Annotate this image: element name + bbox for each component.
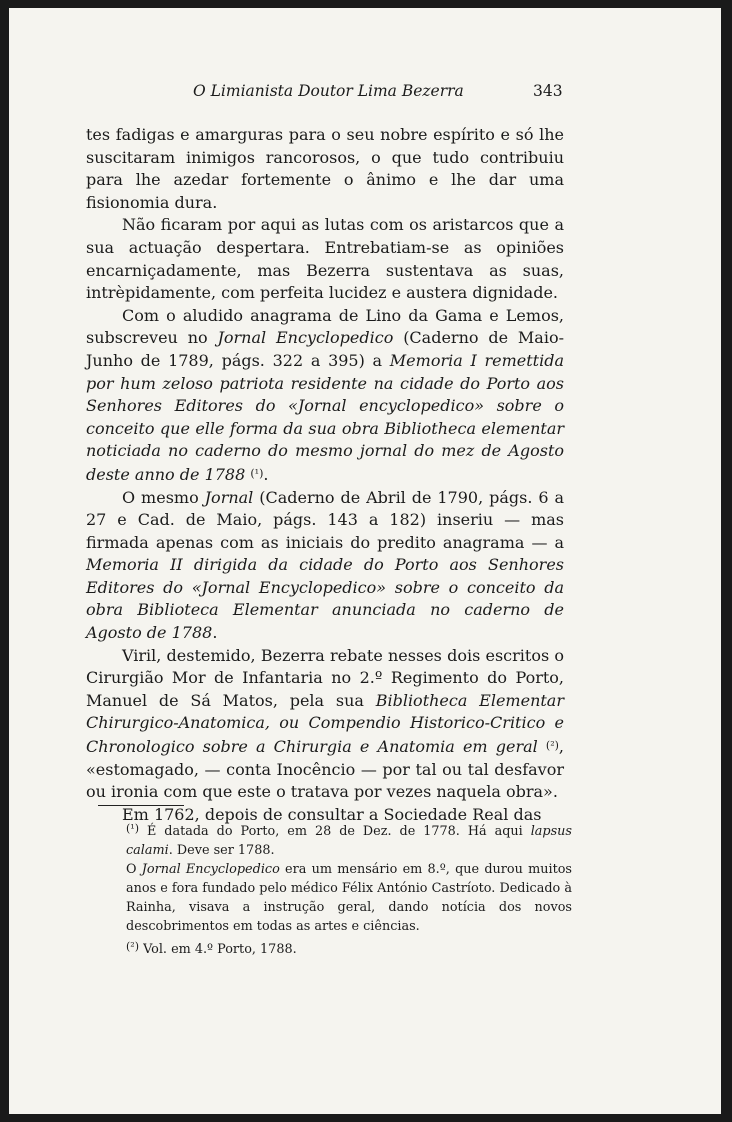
paragraph-5 [86,645,564,804]
running-title: O Limianista Doutor Lima Bezerra [193,82,464,100]
paragraph-6: Em 1762, depois de consultar a Sociedade Real das [122,804,542,824]
paragraph-3-text-1: Com o aludido anagrama de Lino da Gama e Lemos, subscreveu no [86,305,564,348]
memoria-i-title: Memoria I remettida por hum zeloso patriota residente na cidade do Porto aos Senhores Editores do «Jornal encyclopedico» sobre o conceito que elle forma da sua obra Bibliotheca elementar noticiada no caderno do mesmo jornal do mez de Agosto deste anno de 1788 [86,350,564,484]
page-header [9,78,721,104]
paragraph-4-text-2: (Caderno de Abril de 1790, págs. 6 a 27 e Cad. de Maio, págs. 143 a 182) inseriu — mas firmada apenas com as iniciais do predito anagrama — a [86,487,564,552]
footnote-1-mark: (¹) [126,822,139,835]
paragraph-5-text-1: Viril, destemido, Bezerra rebate nesses dois escritos o Cirurgião Mor de Infantaria no 2.º Regimento do Porto, Manuel de Sá Matos, pela sua [86,645,564,710]
footnote-2-text: Vol. em 4.º Porto, 1788. [139,941,297,957]
paragraph-3-text-3: . [263,464,269,484]
footnote-1-continued [126,860,572,936]
footnote-1-text-2: . Deve ser 1788. [168,843,275,859]
paragraph-1: tes fadigas e amarguras para o seu nobre espírito e só lhe suscitaram inimigos rancorosos, o que tudo contribuiu para lhe azedar fortemente o ânimo e lhe dar uma fisionomia dura. [86,125,564,212]
footnote-2 [126,937,572,959]
paragraph-2: Não ficaram por aqui as lutas com os aristarcos que a sua actuação despertara. Entrebatiam-se as opiniões encarniçadamente, mas Bezerra sustentava as suas, intrèpidamente, com perfeita lucidez e austera dignidade. [86,215,564,303]
journal-title-short: Jornal [204,487,254,507]
footnote-1b-text-2: era um mensário em 8.º, que durou muitos anos e fora fundado pelo médico Félix António Castríoto. Dedicado à Rainha, visava a instrução geral, dando notícia dos novos descobrimentos em todas as artes e ciências. [126,862,572,935]
page-number: 343 [533,82,563,100]
memoria-ii-title: Memoria II dirigida da cidade do Porto aos Senhores Editores do «Jornal Encyclopedico» sobre o conceito da obra Biblioteca Elementar anunciada no caderno de Agosto de 1788 [86,555,564,643]
paragraph-3-text-2: (Caderno de Maio-Junho de 1789, págs. 322 a 395) a [86,328,564,370]
footnote-1 [126,819,572,860]
paragraph-4-text-3: . [212,623,218,643]
paragraph-5-text-2: , «estomagado, — conta Inocêncio — por tal ou tal desfavor ou ironia com que este o tratava por vezes naquela obra». [86,737,564,802]
book-page [9,8,721,1114]
paragraph-4 [86,487,564,645]
footnote-ref-1: (¹) [250,466,264,480]
bibliotheca-title: Bibliotheca Elementar Chirurgico-Anatomica, ou Compendio Historico-Critico e Chronologico sobre a Chirurgia e Anatomia em geral [86,690,564,757]
footnote-1b-journal: Jornal Encyclopedico [141,862,280,878]
footnote-1-text-1: É datada do Porto, em 28 de Dez. de 1778. Há aqui [139,824,531,839]
footnote-divider [98,805,184,806]
paragraph-3 [86,305,564,487]
footnote-ref-2: (²) [545,739,559,753]
footnote-2-mark: (²) [126,939,139,953]
footnotes [126,819,572,959]
paragraph-4-text-1: O mesmo [122,487,205,507]
body-text [86,124,564,826]
journal-title: Jornal Encyclopedico [217,328,394,348]
footnote-1-lapsus: lapsus calami [126,824,572,859]
footnote-1b-text-1: O [126,862,142,878]
